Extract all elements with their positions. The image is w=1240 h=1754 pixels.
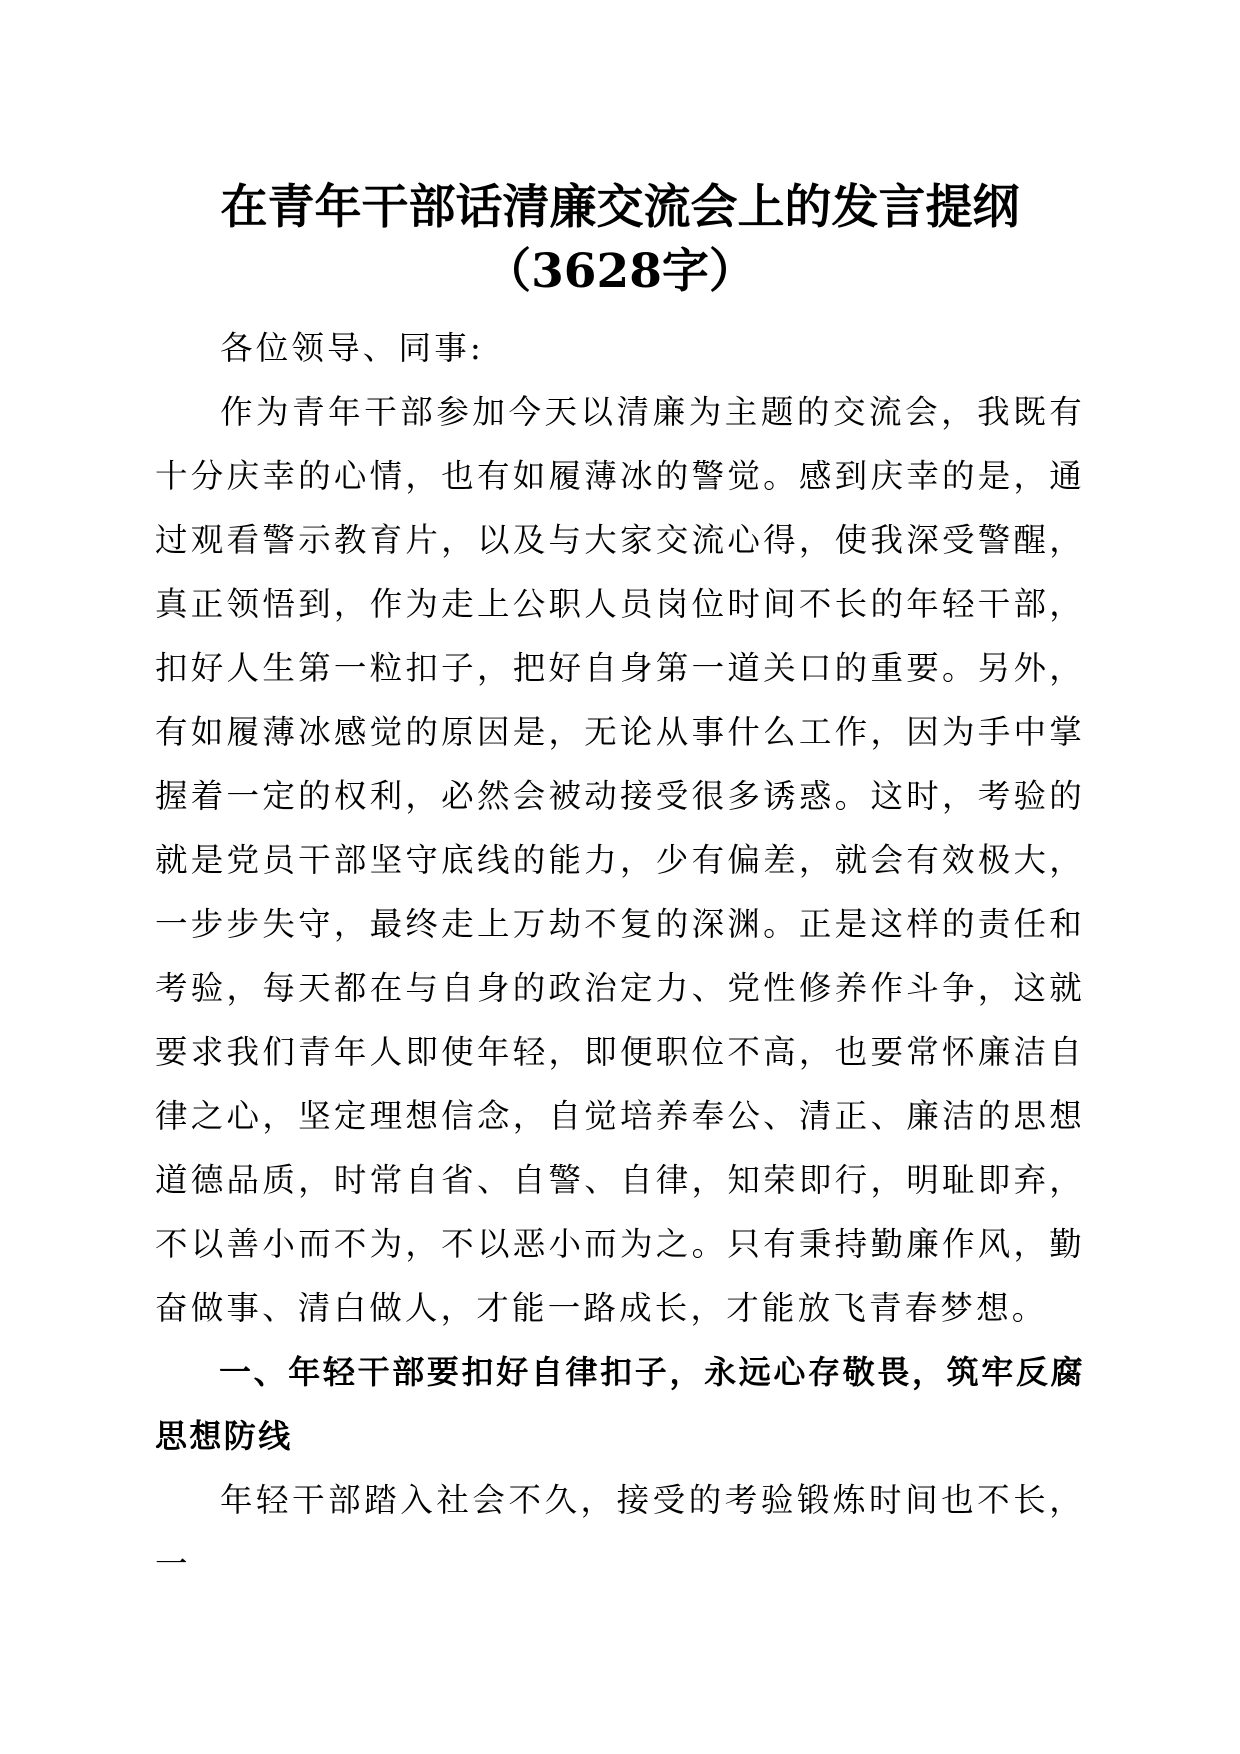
paragraph-section-1: 年轻干部踏入社会不久，接受的考验锻炼时间也不长，一 [155, 1481, 1085, 1583]
section-heading-1: 一、年轻干部要扣好自律扣子，永远心存敬畏，筑牢反腐思想防线 [155, 1353, 1085, 1455]
salutation: 各位领导、同事: [220, 329, 485, 367]
document-title: 在青年干部话清廉交流会上的发言提纲（3628字） [220, 180, 1020, 299]
paragraph-intro: 作为青年干部参加今天以清廉为主题的交流会，我既有十分庆幸的心情，也有如履薄冰的警觉。感到庆幸的是，通过观看警示教育片，以及与大家交流心得，使我深受警醒，真正领悟到，作为走上公职人员岗位时间不长的年轻干部，扣好人生第一粒扣子，把好自身第一道关口的重要。另外，有如履薄冰感觉的原因是，无论从事什么工作，因为手中掌握着一定的权利，必然会被动接受很多诱惑。这时，考验的就是党员干部坚守底线的能力，少有偏差，就会有效极大，一步步失守，最终走上万劫不复的深渊。正是这样的责任和考验，每天都在与自身的政治定力、党性修养作斗争，这就要求我们青年人即使年轻，即便职位不高，也要常怀廉洁自律之心，坚定理想信念，自觉培养奉公、清正、廉洁的思想道德品质，时常自省、自警、自律，知荣即行，明耻即弃，不以善小而不为，不以恶小而为之。只有秉持勤廉作风，勤奋做事、清白做人，才能一路成长，才能放飞青春梦想。 [155, 393, 1085, 1327]
document-body [155, 316, 1085, 1596]
